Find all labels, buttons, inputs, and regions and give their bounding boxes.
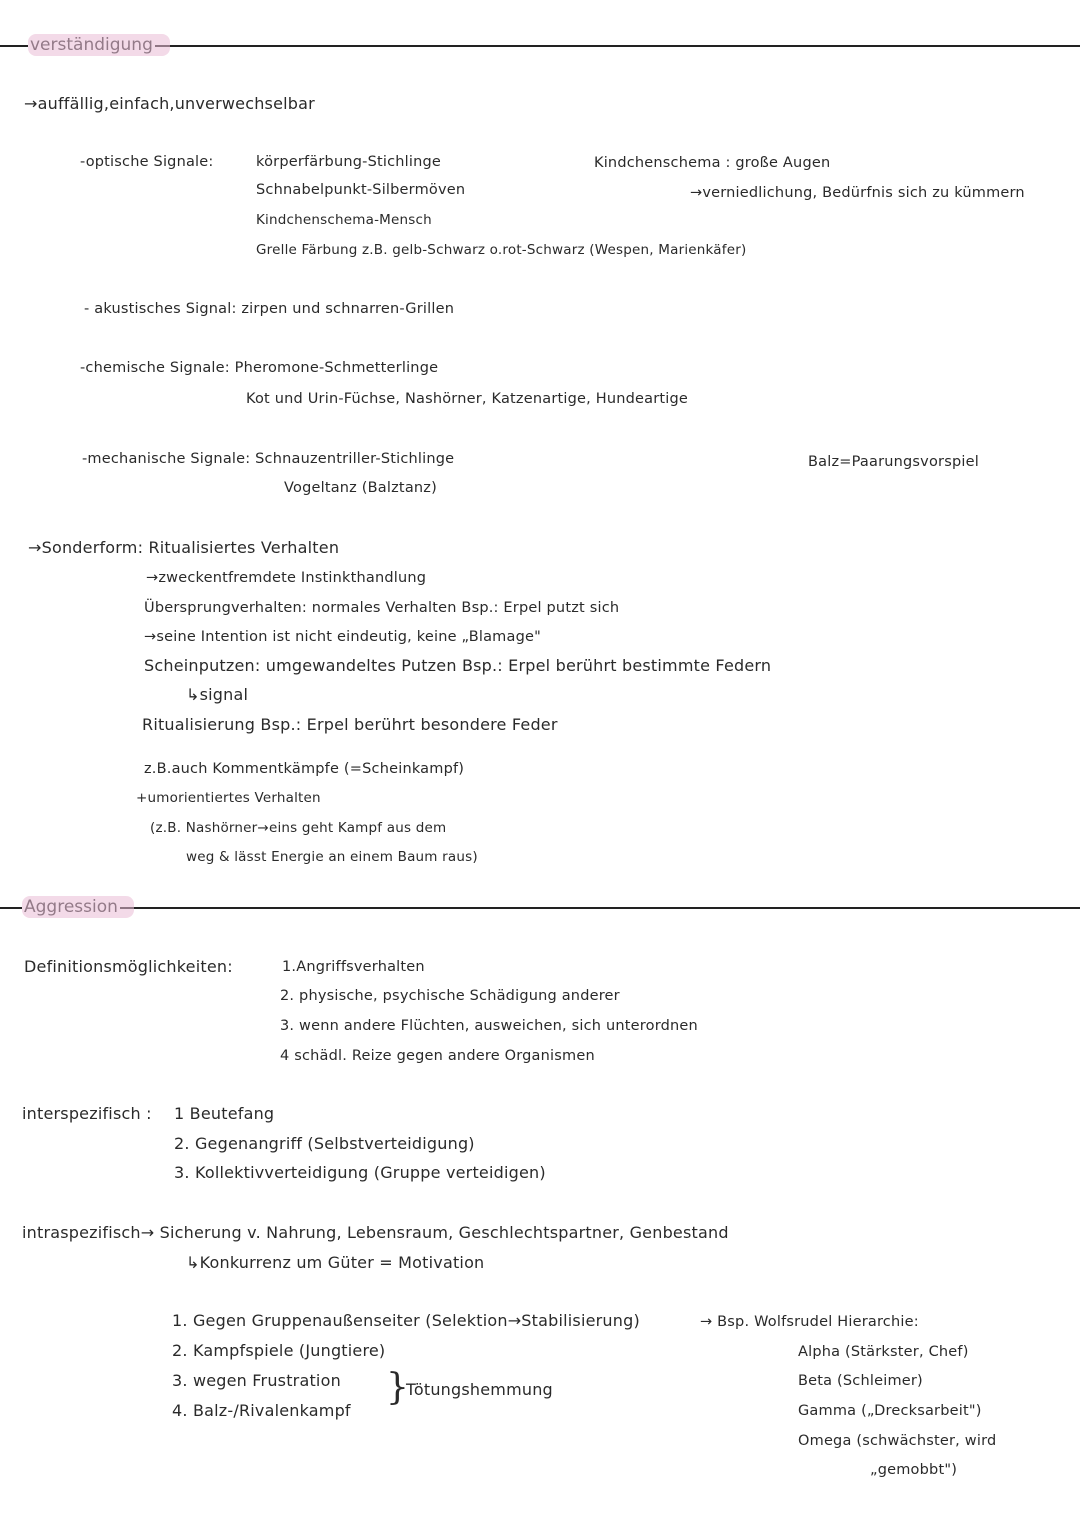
sonderform-line-4: Scheinputzen: umgewandeltes Putzen Bsp.: Erpel berührt bestimmte Federn xyxy=(144,656,772,675)
sonderform-line-6: Ritualisierung Bsp.: Erpel berührt besondere Feder xyxy=(142,715,558,734)
mechanische-signale-line-1: -mechanische Signale: Schnauzentriller-Stichlinge xyxy=(82,451,455,467)
sonderform-line-10: weg & lässt Energie an einem Baum raus) xyxy=(186,849,478,865)
chemische-signale-line-1: -chemische Signale: Pheromone-Schmetterlinge xyxy=(80,360,439,376)
interspezifisch-item-1: 1 Beutefang xyxy=(174,1104,275,1123)
optische-signale-label: -optische Signale: xyxy=(80,154,214,170)
sonderform-line-8: +umorientiertes Verhalten xyxy=(136,790,321,806)
definition-item-4: 4 schädl. Reize gegen andere Organismen xyxy=(280,1048,595,1064)
sonderform-line-3: →seine Intention ist nicht eindeutig, keine „Blamage" xyxy=(144,629,541,645)
toetungshemmung-label: Tötungshemmung xyxy=(406,1380,553,1399)
intraspezifisch-line: intraspezifisch→ Sicherung v. Nahrung, Lebensraum, Geschlechtspartner, Genbestand xyxy=(22,1223,729,1242)
kindchenschema-note: Kindchenschema : große Augen xyxy=(594,155,831,171)
curly-brace: } xyxy=(386,1367,409,1408)
mechanische-signale-line-2: Vogeltanz (Balztanz) xyxy=(284,480,437,496)
definition-item-3: 3. wenn andere Flüchten, ausweichen, sich unterordnen xyxy=(280,1018,698,1034)
wolf-hierarchy-title: → Bsp. Wolfsrudel Hierarchie: xyxy=(700,1314,919,1330)
definition-item-1: 1.Angriffsverhalten xyxy=(282,959,425,975)
heading-highlight-overlay xyxy=(22,896,134,918)
interspezifisch-label: interspezifisch : xyxy=(22,1104,152,1123)
wolf-rank-gamma: Gamma („Drecksarbeit") xyxy=(798,1403,982,1419)
chemische-signale-line-2: Kot und Urin-Füchse, Nashörner, Katzenartige, Hundeartige xyxy=(246,391,689,407)
sonderform-line-9: (z.B. Nashörner→eins geht Kampf aus dem xyxy=(150,820,447,836)
optisch-line-4: Grelle Färbung z.B. gelb-Schwarz o.rot-Schwarz (Wespen, Marienkäfer) xyxy=(256,242,747,258)
sonderform-line-5: ↳signal xyxy=(186,685,249,704)
definition-label: Definitionsmöglichkeiten: xyxy=(24,957,233,976)
optisch-line-1: körperfärbung-Stichlinge xyxy=(256,154,442,170)
interspezifisch-item-3: 3. Kollektivverteidigung (Gruppe verteidigen) xyxy=(174,1163,546,1182)
optisch-line-2: Schnabelpunkt-Silbermöven xyxy=(256,182,466,198)
sonderform-line-2: Übersprungverhalten: normales Verhalten Bsp.: Erpel putzt sich xyxy=(144,600,620,616)
wolf-rank-beta: Beta (Schleimer) xyxy=(798,1373,923,1389)
akustisches-signal: - akustisches Signal: zirpen und schnarren-Grillen xyxy=(84,301,455,317)
aggression-list-item-2: 2. Kampfspiele (Jungtiere) xyxy=(172,1341,386,1360)
optisch-line-3: Kindchenschema-Mensch xyxy=(256,212,432,228)
wolf-rank-omega-cont: „gemobbt") xyxy=(870,1462,958,1478)
sonderform-title: →Sonderform: Ritualisiertes Verhalten xyxy=(28,538,340,557)
interspezifisch-item-2: 2. Gegenangriff (Selbstverteidigung) xyxy=(174,1134,475,1153)
intro-line: →auffällig,einfach,unverwechselbar xyxy=(24,94,315,113)
aggression-list-item-1: 1. Gegen Gruppenaußenseiter (Selektion→Stabilisierung) xyxy=(172,1311,640,1330)
aggression-list-item-4: 4. Balz-/Rivalenkampf xyxy=(172,1401,351,1420)
balz-note: Balz=Paarungsvorspiel xyxy=(808,454,979,470)
wolf-rank-alpha: Alpha (Stärkster, Chef) xyxy=(798,1344,969,1360)
definition-item-2: 2. physische, psychische Schädigung anderer xyxy=(280,988,620,1004)
sonderform-line-7: z.B.auch Kommentkämpfe (=Scheinkampf) xyxy=(144,761,465,777)
sonderform-line-1: →zweckentfremdete Instinkthandlung xyxy=(146,570,427,586)
wolf-rank-omega: Omega (schwächster, wird xyxy=(798,1433,997,1449)
kindchenschema-note-sub: →verniedlichung, Bedürfnis sich zu kümmern xyxy=(690,185,1025,201)
intraspezifisch-sub: ↳Konkurrenz um Güter = Motivation xyxy=(186,1253,485,1272)
aggression-list-item-3: 3. wegen Frustration xyxy=(172,1371,341,1390)
section-divider-aggression xyxy=(0,907,1080,909)
heading-highlight-overlay xyxy=(28,34,170,56)
